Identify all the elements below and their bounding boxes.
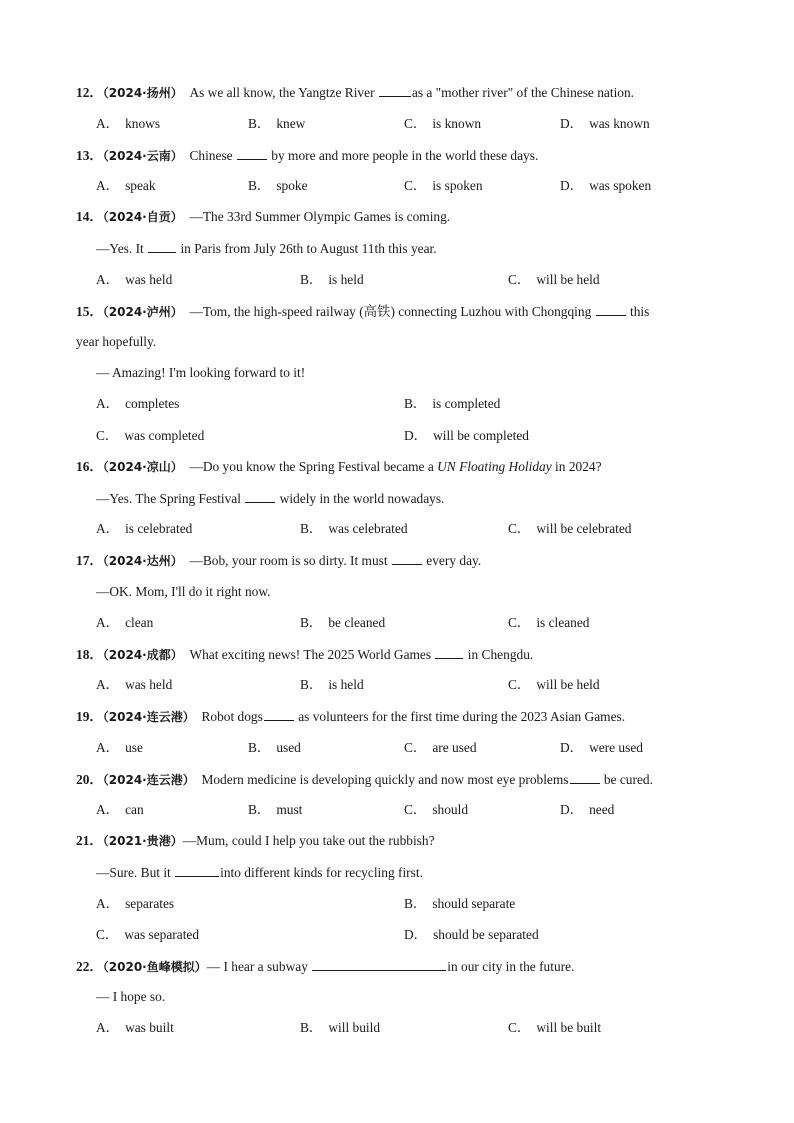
option-c[interactable] [404, 740, 477, 756]
question-text: in Chengdu. [464, 647, 534, 662]
option-d[interactable] [560, 802, 614, 818]
question-15-stem [76, 303, 649, 320]
question-text: UN Floating Holiday [437, 459, 552, 474]
answer-blank[interactable] [264, 708, 294, 721]
option-a[interactable] [96, 615, 153, 631]
option-d[interactable] [560, 178, 651, 194]
question-number: 21 [76, 833, 90, 848]
option-letter: A． [96, 116, 120, 131]
question-text: in our city in the future. [447, 959, 575, 974]
question-text: — I hope so. [96, 989, 166, 1004]
option-letter: C． [96, 927, 119, 942]
question-number: 15 [76, 304, 90, 319]
option-a[interactable] [96, 272, 172, 288]
option-text: used [276, 740, 301, 755]
option-text: is celebrated [125, 521, 193, 536]
answer-blank[interactable] [435, 646, 463, 659]
option-c[interactable] [404, 802, 468, 818]
option-text: knew [276, 116, 306, 131]
option-a[interactable] [96, 896, 174, 912]
option-letter: C． [404, 802, 427, 817]
question-number: 16 [76, 459, 90, 474]
option-c[interactable] [96, 428, 204, 444]
question-number: 14 [76, 209, 90, 224]
option-text: will be built [536, 1020, 602, 1035]
question-17-dialogue [96, 584, 271, 600]
question-source-tag: （2024·自贡） [102, 210, 183, 224]
option-letter: A． [96, 272, 120, 287]
option-d[interactable] [560, 116, 650, 132]
question-number: 12 [76, 85, 90, 100]
question-22-stem [76, 958, 574, 975]
question-text: by more and more people in the world these days. [267, 148, 539, 163]
option-letter: A． [96, 740, 120, 755]
option-text: is held [328, 677, 364, 692]
option-a[interactable] [96, 802, 144, 818]
option-text: clean [125, 615, 154, 630]
option-letter: B． [248, 116, 271, 131]
question-13-stem [76, 147, 538, 164]
question-19-stem [76, 708, 625, 725]
option-c[interactable] [508, 677, 600, 693]
option-letter: B． [300, 272, 323, 287]
question-text: year hopefully. [76, 334, 157, 349]
option-text: was celebrated [328, 521, 408, 536]
question-number: 18 [76, 647, 90, 662]
option-letter: A． [96, 802, 120, 817]
option-text: was built [125, 1020, 174, 1035]
question-16-stem [76, 459, 602, 475]
question-text: —Yes. It [96, 241, 148, 256]
option-d[interactable] [560, 740, 643, 756]
question-text: —Bob, your room is so dirty. It must [189, 553, 391, 568]
option-letter: A． [96, 896, 120, 911]
option-text: spoke [276, 178, 308, 193]
option-letter: C． [404, 740, 427, 755]
option-text: completes [125, 396, 180, 411]
question-number-dot: ． [89, 833, 103, 848]
answer-blank[interactable] [148, 240, 176, 253]
option-d[interactable] [404, 428, 529, 444]
option-b[interactable] [300, 1020, 380, 1036]
question-text: —OK. Mom, I'll do it right now. [96, 584, 271, 599]
option-letter: B． [404, 396, 427, 411]
option-a[interactable] [96, 178, 156, 194]
question-source-tag: （2024·泸州） [102, 305, 183, 319]
question-source-tag: （2024·连云港） [102, 773, 195, 787]
option-letter: D． [560, 740, 584, 755]
option-text: should be separated [433, 927, 539, 942]
option-b[interactable] [248, 178, 308, 194]
option-text: be cleaned [328, 615, 386, 630]
option-letter: A． [96, 677, 120, 692]
option-c[interactable] [404, 178, 483, 194]
option-letter: C． [404, 116, 427, 131]
question-text: — I hear a subway [206, 959, 312, 974]
option-letter: B． [248, 802, 271, 817]
option-text: was held [125, 272, 173, 287]
option-text: can [125, 802, 144, 817]
question-number-dot: ． [89, 85, 103, 100]
option-text: was known [589, 116, 650, 131]
option-letter: B． [248, 740, 271, 755]
option-b[interactable] [300, 272, 364, 288]
answer-blank[interactable] [392, 552, 422, 565]
question-text: —Mum, could I help you take out the rubbish? [182, 833, 435, 848]
option-a[interactable] [96, 1020, 174, 1036]
question-12-stem [76, 84, 634, 101]
question-text: every day. [422, 553, 482, 568]
option-letter: A． [96, 1020, 120, 1035]
option-letter: D． [560, 802, 584, 817]
question-text: as a "mother river" of the Chinese nation. [411, 85, 635, 100]
question-16-dialogue [96, 490, 444, 507]
question-15-stem-continued [76, 334, 156, 350]
question-number-dot: ． [89, 553, 103, 568]
question-text: Robot dogs [201, 709, 263, 724]
option-text: will be held [536, 272, 600, 287]
question-source-tag: （2024·连云港） [102, 710, 195, 724]
question-number-dot: ． [89, 459, 103, 474]
option-text: will be completed [433, 428, 530, 443]
option-text: is known [432, 116, 482, 131]
question-21-stem [76, 833, 435, 849]
question-text: — Amazing! I'm looking forward to it! [96, 365, 306, 380]
option-c[interactable] [96, 927, 199, 943]
option-letter: C． [508, 615, 531, 630]
option-letter: C． [404, 178, 427, 193]
option-text: separates [125, 896, 175, 911]
question-text: —Yes. The Spring Festival [96, 491, 245, 506]
question-number: 22 [76, 959, 90, 974]
question-22-dialogue [96, 989, 165, 1005]
option-c[interactable] [508, 1020, 601, 1036]
question-source-tag: （2024·扬州） [102, 86, 183, 100]
option-text: will build [328, 1020, 381, 1035]
question-text: What exciting news! The 2025 World Games [189, 647, 435, 662]
option-letter: D． [404, 428, 428, 443]
question-number-dot: ． [89, 148, 103, 163]
question-source-tag: （2021·贵港） [102, 834, 183, 848]
question-number: 20 [76, 772, 90, 787]
option-b[interactable] [300, 521, 408, 537]
option-letter: D． [404, 927, 428, 942]
question-number-dot: ． [89, 959, 103, 974]
option-c[interactable] [508, 272, 600, 288]
option-b[interactable] [300, 615, 385, 631]
question-15-dialogue [96, 365, 305, 381]
option-text: must [276, 802, 303, 817]
question-text: Modern medicine is developing quickly and now most eye problems [201, 772, 569, 787]
question-14-dialogue [96, 240, 437, 257]
option-letter: C． [508, 1020, 531, 1035]
answer-blank[interactable] [245, 490, 275, 503]
question-source-tag: （2024·云南） [102, 149, 183, 163]
option-text: was completed [124, 428, 205, 443]
option-a[interactable] [96, 521, 192, 537]
option-letter: A． [96, 396, 120, 411]
option-letter: B． [300, 521, 323, 536]
option-text: is held [328, 272, 364, 287]
option-text: speak [125, 178, 156, 193]
question-text: into different kinds for recycling first. [220, 865, 423, 880]
option-letter: B． [300, 615, 323, 630]
question-source-tag: （2024·成都） [102, 648, 183, 662]
question-source-tag: （2020·鱼峰模拟） [102, 960, 207, 974]
question-text: —Do you know the Spring Festival became a [189, 459, 438, 474]
option-text: should [432, 802, 469, 817]
question-text: in 2024? [551, 459, 602, 474]
answer-blank[interactable] [379, 84, 411, 97]
option-a[interactable] [96, 396, 179, 412]
option-text: use [125, 740, 143, 755]
question-text: —Tom, the high-speed railway (高铁) connecting Luzhou with Chongqing [189, 304, 595, 319]
option-a[interactable] [96, 677, 172, 693]
question-source-tag: （2024·凉山） [102, 460, 183, 474]
question-18-stem [76, 646, 533, 663]
question-text: widely in the world nowadays. [276, 491, 445, 506]
option-b[interactable] [404, 396, 500, 412]
option-letter: A． [96, 615, 120, 630]
option-text: was held [125, 677, 173, 692]
question-number-dot: ． [89, 772, 103, 787]
question-number: 17 [76, 553, 90, 568]
question-number-dot: ． [89, 209, 103, 224]
option-letter: D． [560, 116, 584, 131]
question-number: 19 [76, 709, 90, 724]
option-letter: A． [96, 178, 120, 193]
option-c[interactable] [508, 521, 632, 537]
question-number: 13 [76, 148, 90, 163]
question-14-stem [76, 209, 450, 225]
question-number-dot: ． [89, 304, 103, 319]
option-letter: D． [560, 178, 584, 193]
question-text: be cured. [600, 772, 653, 787]
option-letter: C． [508, 521, 531, 536]
answer-blank[interactable] [570, 771, 600, 784]
option-text: should separate [432, 896, 516, 911]
option-letter: B． [300, 1020, 323, 1035]
option-text: knows [125, 116, 161, 131]
option-c[interactable] [404, 116, 481, 132]
option-text: will be celebrated [536, 521, 632, 536]
option-text: need [589, 802, 615, 817]
option-letter: C． [96, 428, 119, 443]
question-17-stem [76, 552, 481, 569]
option-text: will be held [536, 677, 600, 692]
question-text: in Paris from July 26th to August 11th this year. [177, 241, 437, 256]
option-letter: C． [508, 677, 531, 692]
question-number-dot: ． [89, 647, 103, 662]
answer-blank[interactable] [596, 303, 626, 316]
option-b[interactable] [404, 896, 515, 912]
question-source-tag: （2024·达州） [102, 554, 183, 568]
option-text: is completed [432, 396, 501, 411]
question-text: as volunteers for the first time during the 2023 Asian Games. [294, 709, 626, 724]
option-letter: B． [248, 178, 271, 193]
option-text: was spoken [589, 178, 652, 193]
option-text: was separated [124, 927, 200, 942]
option-b[interactable] [300, 677, 364, 693]
option-letter: B． [404, 896, 427, 911]
question-number-dot: ． [89, 709, 103, 724]
option-a[interactable] [96, 116, 160, 132]
question-text: Chinese [189, 148, 236, 163]
option-c[interactable] [508, 615, 590, 631]
option-d[interactable] [404, 927, 539, 943]
option-text: were used [589, 740, 643, 755]
option-letter: A． [96, 521, 120, 536]
option-text: is cleaned [536, 615, 590, 630]
option-text: are used [432, 740, 477, 755]
option-letter: C． [508, 272, 531, 287]
question-text: this [626, 304, 650, 319]
answer-blank[interactable] [237, 147, 267, 160]
answer-blank[interactable] [175, 864, 219, 877]
question-20-stem [76, 771, 653, 788]
option-b[interactable] [248, 802, 302, 818]
option-a[interactable] [96, 740, 143, 756]
option-b[interactable] [248, 116, 305, 132]
answer-blank[interactable] [312, 958, 446, 971]
option-b[interactable] [248, 740, 301, 756]
question-21-dialogue [96, 864, 423, 881]
option-text: is spoken [432, 178, 483, 193]
option-letter: B． [300, 677, 323, 692]
question-text: As we all know, the Yangtze River [189, 85, 378, 100]
question-text: —The 33rd Summer Olympic Games is coming. [189, 209, 451, 224]
question-text: —Sure. But it [96, 865, 175, 880]
